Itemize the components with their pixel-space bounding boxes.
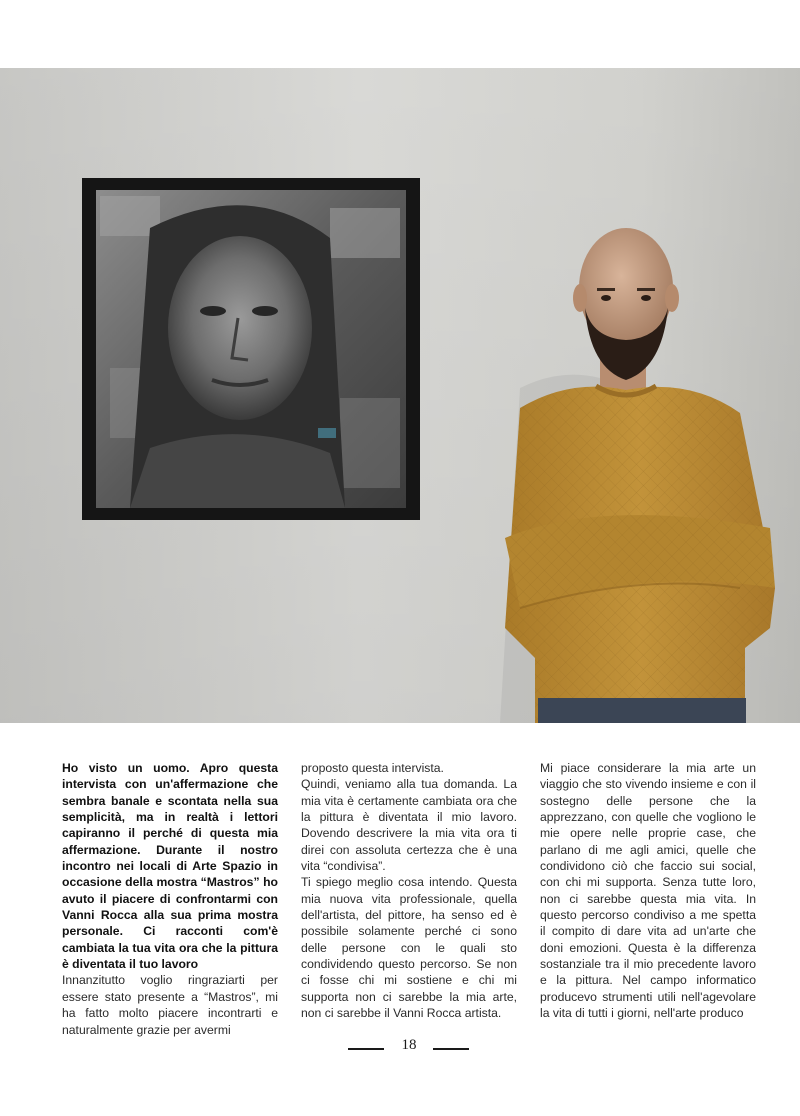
page-number: 18 bbox=[401, 1037, 417, 1053]
answer-paragraph: Quindi, veniamo alla tua domanda. La mia vita è certamente cambiata ora che la pittura è diventata il mio lavoro. Dovendo descrivere la mia vita ora ti direi con assoluta certezza che è una vita “condivisa”. bbox=[301, 777, 517, 874]
interview-lead-paragraph: Ho visto un uomo. Apro questa intervista con un'affermazione che sembra banale e scontata nella sua semplicità, ma in realtà i lettori capiranno il perché di questa mia affermazione. Durante il nostro incontro nei locali di Arte Spazio in occasione della mostra “Mastros” ho avuto il piacere di confrontarmi con Vanni Rocca alla sua prima mostra personale. Ci racconti com'è cambiata la tua vita ora che la pittura è diventata il tuo lavoro bbox=[62, 761, 278, 972]
answer-paragraph: Ti spiego meglio cosa intendo. Questa mia nuova vita professionale, quella dell'artista, del pittore, ha senso ed è possibile solamente perché ci sono delle persone con le quali sto condividendo questo percorso. Se non ci fosse chi mi sostiene e chi mi supporta non ci sarebbe la mia arte, non ci sarebbe il Vanni Rocca artista. bbox=[301, 875, 517, 1021]
framed-portrait-painting bbox=[82, 178, 420, 520]
interview-photo bbox=[0, 68, 800, 723]
article-column-1 bbox=[62, 760, 278, 1038]
page-footer bbox=[0, 1036, 800, 1058]
answer-paragraph: Innanzitutto voglio ringraziarti per essere stato presente a “Mastros”, mi ha fatto molto piacere incontrarti e naturalmente grazie per avermi bbox=[62, 973, 278, 1037]
answer-paragraph: proposto questa intervista. bbox=[301, 761, 444, 775]
article-column-3 bbox=[540, 760, 756, 1022]
footer-rule-right bbox=[433, 1048, 469, 1050]
answer-paragraph: Mi piace considerare la mia arte un viaggio che sto vivendo insieme e con il sostegno delle persone che la apprezzano, con quelle che vogliono le mie opere nelle proprie case, che parlano di me agli amici, quelle che condividono ciò che faccio sui social, con chi mi supporta. Senza tutte loro, non ci sarebbe questa mia vita. In questo percorso condiviso a me spetta il compito di dare vita ad un'arte che doni emozioni. Questa è la differenza sostanziale tra il mio precedente lavoro e la pittura. Nel campo informatico producevo strumenti utili nell'agevolare la vita di tutti i giorni, nell'arte produco bbox=[540, 761, 756, 1021]
article-column-2 bbox=[301, 760, 517, 1022]
footer-rule-left bbox=[348, 1048, 384, 1050]
